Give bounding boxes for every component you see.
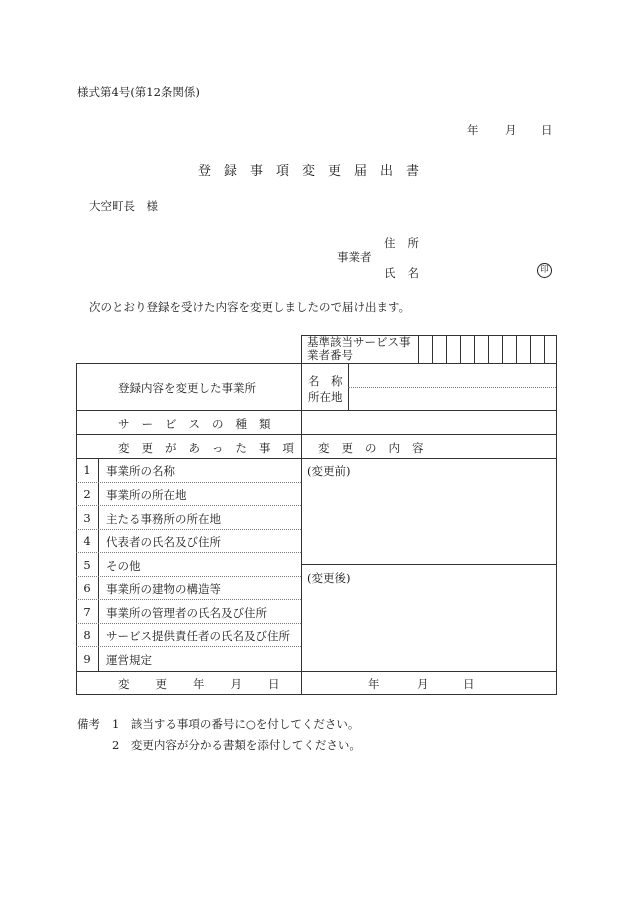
list-item-number: 3 — [83, 511, 91, 525]
change-date-label: 変更年月日 — [118, 677, 306, 691]
seal-mark: 印 — [537, 263, 552, 278]
document-title: 登録事項変更届出書 — [197, 164, 432, 179]
list-item-label: 事業所の所在地 — [106, 488, 187, 502]
list-item-label: サービス提供責任者の氏名及び住所 — [106, 629, 290, 643]
before-change-label: (変更前) — [307, 464, 351, 478]
office-name-label: 名 称 — [308, 374, 343, 388]
applicant-name-label: 氏名 — [384, 266, 431, 280]
list-item-label: 運営規定 — [106, 653, 152, 667]
change-content-header: 変更の内容 — [318, 441, 436, 455]
header-date-day: 日 — [541, 123, 553, 137]
addressee: 大空町長 様 — [89, 199, 158, 213]
remarks-label: 備考 — [77, 717, 100, 731]
list-item-number: 9 — [83, 652, 91, 666]
header-date-year: 年 — [467, 123, 479, 137]
remark-note-1: 1 該当する事項の番号に○を付してください。 — [112, 717, 360, 731]
applicant-address-label: 住所 — [384, 236, 431, 250]
list-item-number: 2 — [83, 487, 91, 501]
list-item-number: 5 — [83, 558, 91, 572]
change-date-year: 年 — [368, 677, 380, 691]
remark-note-2: 2 変更内容が分かる書類を添付してください。 — [112, 738, 361, 752]
list-item-number: 6 — [83, 581, 91, 595]
list-item-number: 1 — [83, 463, 91, 477]
list-item-number: 7 — [83, 605, 91, 619]
form-number: 様式第4号(第12条関係) — [77, 85, 200, 99]
after-change-label: (変更後) — [307, 571, 351, 585]
header-date-month: 月 — [505, 123, 517, 137]
list-item-label: その他 — [106, 559, 141, 573]
intro-text: 次のとおり登録を受けた内容を変更しましたので届け出ます。 — [89, 300, 411, 314]
change-date-day: 日 — [463, 677, 475, 691]
list-item-label: 代表者の氏名及び住所 — [106, 535, 221, 549]
service-type-label: サービスの種類 — [118, 417, 283, 431]
change-date-month: 月 — [417, 677, 429, 691]
changed-items-header: 変更があった事項 — [118, 441, 306, 455]
changed-office-label: 登録内容を変更した事業所 — [118, 381, 256, 395]
applicant-label: 事業者 — [337, 250, 372, 264]
list-item-number: 4 — [83, 534, 91, 548]
list-item-label: 事業所の管理者の氏名及び住所 — [106, 606, 267, 620]
list-item-label: 主たる事務所の所在地 — [106, 512, 221, 526]
list-item-label: 事業所の建物の構造等 — [106, 582, 221, 596]
list-item-number: 8 — [83, 628, 91, 642]
service-number-label: 基準該当サービス事 業者番号 — [307, 335, 411, 362]
office-location-label: 所在地 — [308, 390, 343, 404]
list-item-label: 事業所の名称 — [106, 464, 175, 478]
